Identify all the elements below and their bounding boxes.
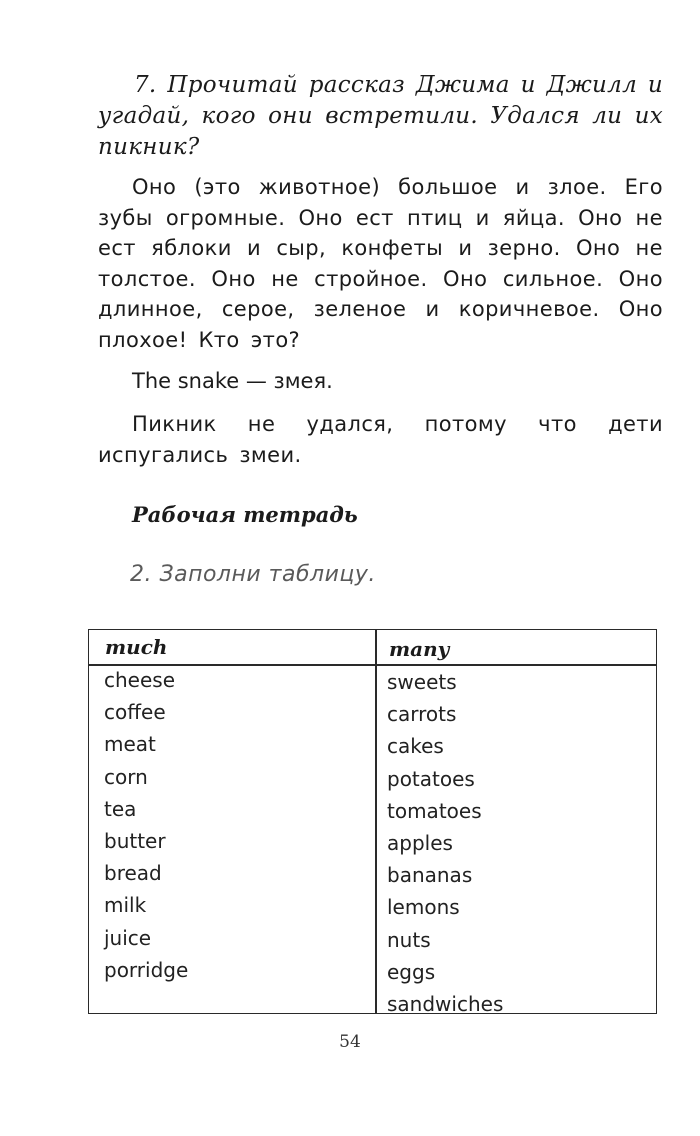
story-text: Оно (это животное) большое и злое. Его зубы огромные. Оно ест птиц и яйца. Оно не ест яблоки и сыр, конфеты и зерно. Оно не толстое. Оно не стройное. Оно сильное. Оно длинное, серое, зеленое и коричневое. Оно плохое! Кто это? (98, 175, 663, 352)
task-heading: 7. Прочитай рассказ Джима и Джилл и угадай, кого они встретили. Удался ли их пикник? (98, 72, 663, 160)
much-item: coffee (104, 700, 166, 725)
answer-text: The snake — змея. (132, 369, 333, 393)
many-item: sandwiches (387, 992, 504, 1017)
much-list (104, 664, 188, 986)
many-list (387, 666, 503, 1020)
many-item: eggs (387, 959, 436, 984)
page-number: 54 (339, 1032, 361, 1052)
much-item: juice (104, 925, 152, 950)
many-item: sweets (387, 670, 457, 694)
many-item: carrots (387, 702, 457, 727)
much-item: butter (104, 829, 166, 854)
many-item: bananas (387, 863, 473, 888)
exercise-title: 2. Заполни таблицу. (130, 562, 376, 587)
much-item: tea (104, 796, 137, 821)
much-item: cheese (104, 668, 176, 692)
many-item: cakes (387, 734, 444, 759)
column-divider (375, 630, 377, 1013)
column-header-many: many (389, 637, 450, 661)
workbook-title: Рабочая тетрадь (132, 502, 358, 527)
much-item: meat (104, 732, 156, 757)
much-item: corn (104, 764, 148, 789)
many-item: lemons (387, 895, 460, 920)
column-header-much: much (105, 635, 168, 659)
much-item: porridge (104, 957, 189, 982)
many-item: nuts (387, 927, 431, 952)
many-item: apples (387, 831, 453, 856)
many-item: potatoes (387, 766, 475, 791)
much-many-table (88, 629, 657, 1017)
much-item: bread (104, 861, 162, 886)
much-item: milk (104, 893, 147, 918)
conclusion-text: Пикник не удался, потому что дети испугались змеи. (98, 412, 663, 467)
many-item: tomatoes (387, 798, 482, 823)
